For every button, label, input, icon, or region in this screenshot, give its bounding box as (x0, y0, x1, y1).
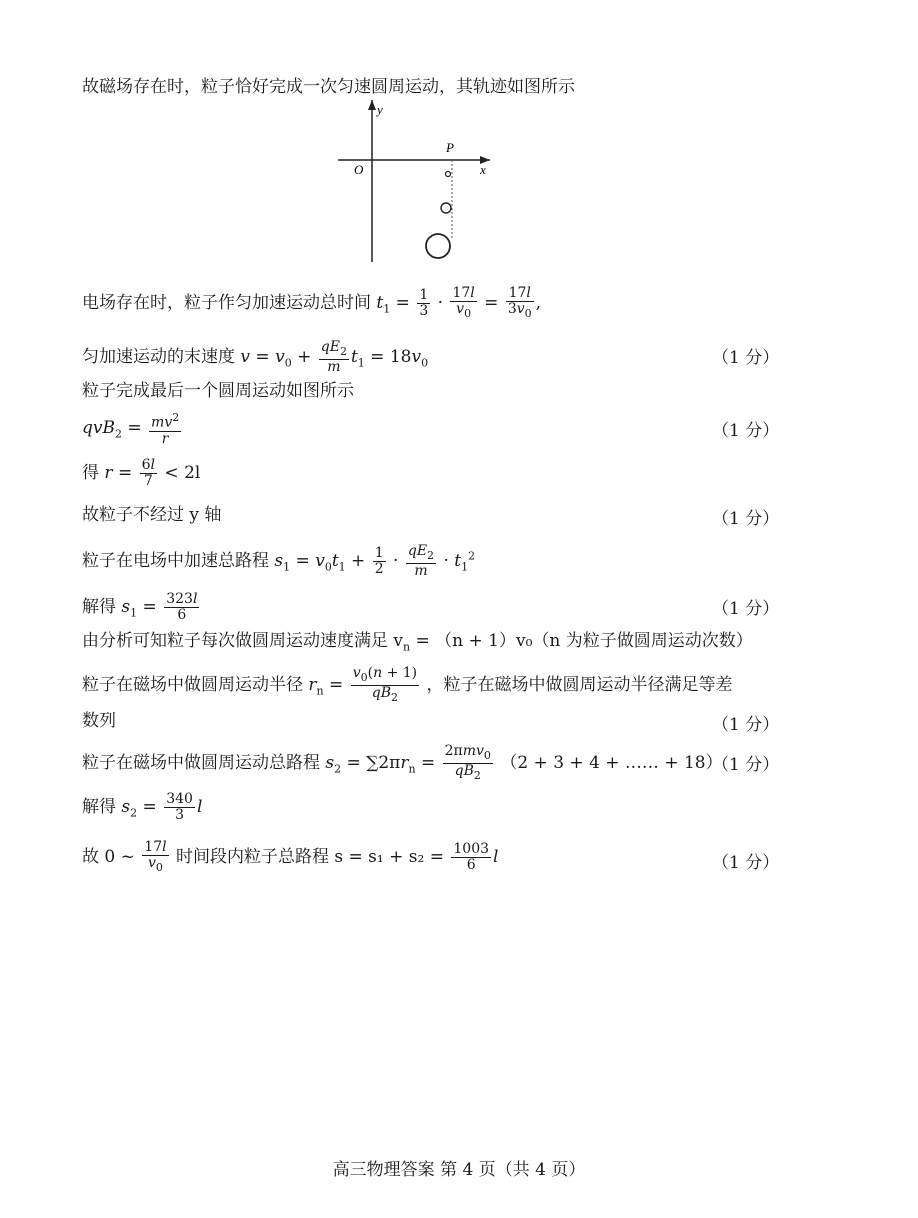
score-7: （1 分） (712, 509, 780, 529)
formula-qvb2: qvB$_2$ = $\frac{mv^2}{r}$ (82, 411, 180, 447)
trajectory-figure (330, 100, 500, 265)
page-footer: 高三物理答案 第 4 页（共 4 页） (332, 1160, 586, 1180)
score-13: （1 分） (712, 755, 780, 775)
origin-label: O (354, 162, 364, 177)
text-line-13: 粒子在磁场中做圆周运动总路程 $s_2 = \sum 2\pi r_n$ = $\frac{2\pi mv_0}{qB_2}$ （2 + 3 + 4 + …… + 18） (82, 743, 723, 782)
text-line-14: 解得 $s_2$ = $\frac{340}{3}$ l (82, 791, 203, 823)
y-axis-label: y (377, 102, 383, 117)
formula-s1: $s_1 = v_0t_1$ + $\frac{1}{2}$ · $\frac{qE_2}{m}$ · $t_1^2$ (274, 543, 476, 579)
text-line-10: 由分析可知粒子每次做圆周运动速度满足 $v_n = (n + 1)v_0(n$ 为粒子做圆周运动次数） (82, 631, 753, 654)
y-axis-arrow (368, 100, 376, 110)
score-3: （1 分） (712, 348, 780, 368)
text-line-8: 粒子在电场中加速总路程 $s_1 = v_0t_1$ + $\frac{1}{2}$ · $\frac{qE_2}{m}$ · $t_1^2$ (82, 543, 476, 579)
text-line-2: 电场存在时，粒子作匀加速运动总时间 $t_1$ = $\frac{1}{3}$ · $\frac{17l}{v_0}$ = $\frac{17l}{3v_0}$ , (82, 285, 542, 320)
formula-r: r = $\frac{6l}{7}$ (104, 457, 156, 489)
large-circle (426, 234, 450, 258)
x-axis-label: x (480, 162, 486, 177)
text-line-12: 数列 (82, 711, 116, 731)
small-circle-2 (441, 203, 451, 213)
text-line-5 (82, 410, 183, 447)
formula-v: $v = v_0$ + $\frac{qE_2}{m}$ $t_1 = 18v_0$ (240, 339, 429, 375)
text-line-6: 得 r = $\frac{6l}{7}$ < 2l (82, 457, 201, 489)
formula-s2-sum: $s_2 = \sum 2\pi r_n$ = $\frac{2\pi mv_0}{qB_2}$ (325, 743, 491, 782)
formula-s1-result: $s_1$ = $\frac{323l}{6}$ (121, 591, 198, 623)
time-bound-fraction: $\frac{17l}{v_0}$ (144, 839, 167, 874)
text-line-9: 解得 $s_1$ = $\frac{323l}{6}$ (82, 592, 201, 624)
point-p-label: P (446, 140, 454, 155)
score-5: （1 分） (712, 421, 780, 441)
formula-t1: $t_1$ = $\frac{1}{3}$ · $\frac{17l}{v_0}$ = $\frac{17l}{3v_0}$ , (376, 285, 542, 320)
text-line-15: 故 0 ~ $\frac{17l}{v_0}$ 时间段内粒子总路程 s = s₁ + s₂ = $\frac{1003}{6}$ l (82, 839, 499, 874)
score-9: （1 分） (712, 599, 780, 619)
formula-s2-result: $s_2$ = $\frac{340}{3}$ l (121, 791, 203, 823)
score-15: （1 分） (712, 853, 780, 873)
total-path-fraction: $\frac{1003}{6}$ (453, 840, 490, 873)
score-12: （1 分） (712, 715, 780, 735)
text-line-4: 粒子完成最后一个圆周运动如图所示 (82, 381, 354, 401)
text-line-1: 故磁场存在时，粒子恰好完成一次匀速圆周运动，其轨迹如图所示 (82, 77, 575, 97)
text-line-7: 故粒子不经过 y 轴 (82, 505, 222, 525)
formula-rn: $r_n$ = $\frac{v_0(n + 1)}{qB_2}$ (308, 665, 418, 704)
text-line-3: 匀加速运动的末速度 $v = v_0$ + $\frac{qE_2}{m}$ $t_1 = 18v_0$ (82, 339, 429, 375)
small-circle-1 (446, 172, 451, 177)
text-line-11: 粒子在磁场中做圆周运动半径 $r_n$ = $\frac{v_0(n + 1)}{qB_2}$ ，粒子在磁场中做圆周运动半径满足等差 (82, 665, 733, 704)
